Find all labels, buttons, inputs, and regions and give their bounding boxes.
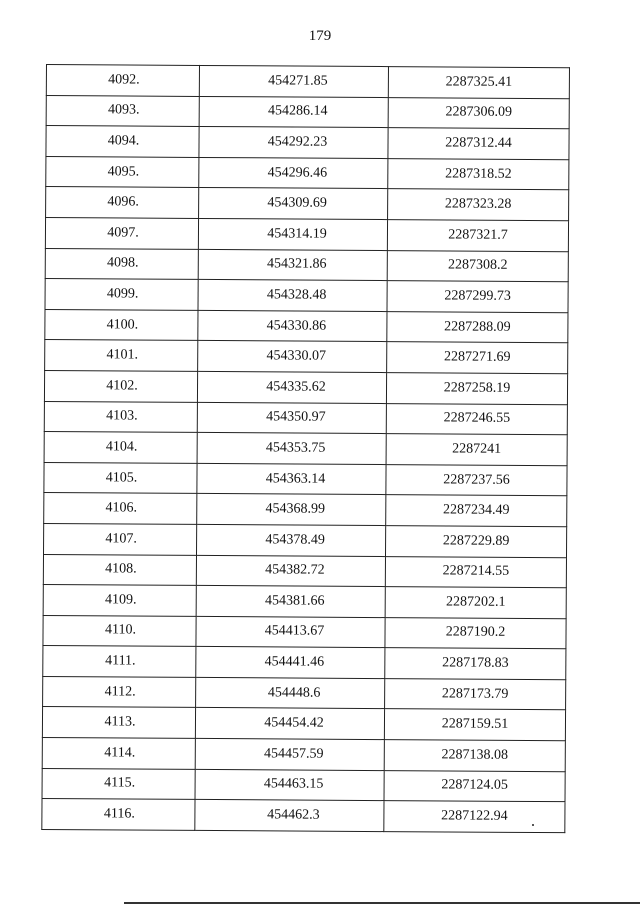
point-number-cell: 4092.	[46, 65, 199, 97]
x-coordinate-cell: 454462.3	[195, 800, 384, 832]
point-number-cell: 4103.	[44, 401, 197, 433]
point-number-cell: 4100.	[45, 309, 198, 341]
y-coordinate-cell: 2287229.89	[386, 525, 567, 557]
table-row	[45, 248, 568, 282]
table-row	[43, 646, 566, 680]
point-number-cell: 4098.	[45, 248, 198, 280]
table-row	[42, 799, 565, 833]
table-row	[44, 523, 567, 557]
table-row	[43, 554, 566, 588]
table-row	[42, 738, 565, 772]
y-coordinate-cell: 2287271.69	[387, 342, 568, 374]
x-coordinate-cell: 454321.86	[198, 249, 387, 281]
table-row	[45, 217, 568, 251]
table-row	[46, 126, 569, 160]
y-coordinate-cell: 2287323.28	[388, 189, 569, 221]
point-number-cell: 4109.	[43, 585, 196, 617]
coordinates-table	[41, 64, 570, 833]
point-number-cell: 4105.	[44, 462, 197, 494]
point-number-cell: 4106.	[44, 493, 197, 525]
x-coordinate-cell: 454350.97	[197, 402, 386, 434]
table-row	[46, 187, 569, 221]
x-coordinate-cell: 454296.46	[199, 157, 388, 189]
point-number-cell: 4113.	[42, 707, 195, 739]
point-number-cell: 4096.	[46, 187, 199, 219]
x-coordinate-cell: 454382.72	[196, 555, 385, 587]
y-coordinate-cell: 2287237.56	[386, 464, 567, 496]
y-coordinate-cell: 2287234.49	[386, 495, 567, 527]
y-coordinate-cell: 2287246.55	[386, 403, 567, 435]
y-coordinate-cell: 2287312.44	[388, 128, 569, 160]
point-number-cell: 4095.	[46, 156, 199, 188]
point-number-cell: 4099.	[45, 279, 198, 311]
table-row	[46, 156, 569, 190]
y-coordinate-cell: 2287241	[386, 434, 567, 466]
bottom-edge-line	[124, 902, 640, 904]
y-coordinate-cell: 2287173.79	[385, 678, 566, 710]
y-coordinate-cell: 2287308.2	[387, 250, 568, 282]
table-row	[46, 65, 569, 99]
y-coordinate-cell: 2287122.94	[384, 801, 565, 833]
x-coordinate-cell: 454441.46	[196, 647, 385, 679]
x-coordinate-cell: 454314.19	[198, 218, 387, 250]
x-coordinate-cell: 454381.66	[196, 586, 385, 618]
x-coordinate-cell: 454457.59	[195, 738, 384, 770]
y-coordinate-cell: 2287202.1	[385, 587, 566, 619]
x-coordinate-cell: 454363.14	[197, 463, 386, 495]
table-row	[44, 493, 567, 527]
x-coordinate-cell: 454335.62	[197, 371, 386, 403]
point-number-cell: 4111.	[43, 646, 196, 678]
x-coordinate-cell: 454463.15	[195, 769, 384, 801]
point-number-cell: 4104.	[44, 432, 197, 464]
x-coordinate-cell: 454368.99	[197, 494, 386, 526]
table-row	[43, 676, 566, 710]
point-number-cell: 4115.	[42, 768, 195, 800]
x-coordinate-cell: 454286.14	[199, 96, 388, 128]
y-coordinate-cell: 2287306.09	[388, 97, 569, 129]
y-coordinate-cell: 2287318.52	[388, 158, 569, 190]
x-coordinate-cell: 454271.85	[199, 65, 388, 97]
x-coordinate-cell: 454328.48	[198, 280, 387, 312]
x-coordinate-cell: 454330.86	[198, 310, 387, 342]
y-coordinate-cell: 2287325.41	[388, 67, 569, 99]
y-coordinate-cell: 2287190.2	[385, 617, 566, 649]
y-coordinate-cell: 2287299.73	[387, 281, 568, 313]
point-number-cell: 4108.	[43, 554, 196, 586]
y-coordinate-cell: 2287124.05	[384, 770, 565, 802]
x-coordinate-cell: 454413.67	[196, 616, 385, 648]
table-row	[42, 768, 565, 802]
coordinates-table-body	[42, 65, 570, 833]
point-number-cell: 4116.	[42, 799, 195, 831]
y-coordinate-cell: 2287321.7	[387, 220, 568, 252]
point-number-cell: 4093.	[46, 95, 199, 127]
point-number-cell: 4094.	[46, 126, 199, 158]
x-coordinate-cell: 454378.49	[197, 524, 386, 556]
table-row	[44, 462, 567, 496]
point-number-cell: 4110.	[43, 615, 196, 647]
point-number-cell: 4112.	[43, 676, 196, 708]
table-row	[43, 585, 566, 619]
y-coordinate-cell: 2287258.19	[386, 373, 567, 405]
x-coordinate-cell: 454454.42	[195, 708, 384, 740]
y-coordinate-cell: 2287214.55	[385, 556, 566, 588]
scan-speck	[532, 824, 534, 826]
y-coordinate-cell: 2287178.83	[385, 648, 566, 680]
x-coordinate-cell: 454309.69	[199, 188, 388, 220]
table-row	[42, 707, 565, 741]
table-row	[44, 432, 567, 466]
table-row	[45, 309, 568, 343]
point-number-cell: 4101.	[45, 340, 198, 372]
point-number-cell: 4097.	[45, 217, 198, 249]
table-row	[45, 340, 568, 374]
point-number-cell: 4102.	[44, 370, 197, 402]
x-coordinate-cell: 454353.75	[197, 433, 386, 465]
page-number: 179	[308, 28, 332, 44]
x-coordinate-cell: 454292.23	[199, 127, 388, 159]
y-coordinate-cell: 2287159.51	[384, 709, 565, 741]
y-coordinate-cell: 2287138.08	[384, 740, 565, 772]
table-row	[44, 401, 567, 435]
table-row	[43, 615, 566, 649]
x-coordinate-cell: 454448.6	[196, 677, 385, 709]
point-number-cell: 4107.	[44, 523, 197, 555]
table-row	[45, 279, 568, 313]
table-row	[44, 370, 567, 404]
table-row	[46, 95, 569, 129]
y-coordinate-cell: 2287288.09	[387, 311, 568, 343]
point-number-cell: 4114.	[42, 738, 195, 770]
x-coordinate-cell: 454330.07	[198, 341, 387, 373]
